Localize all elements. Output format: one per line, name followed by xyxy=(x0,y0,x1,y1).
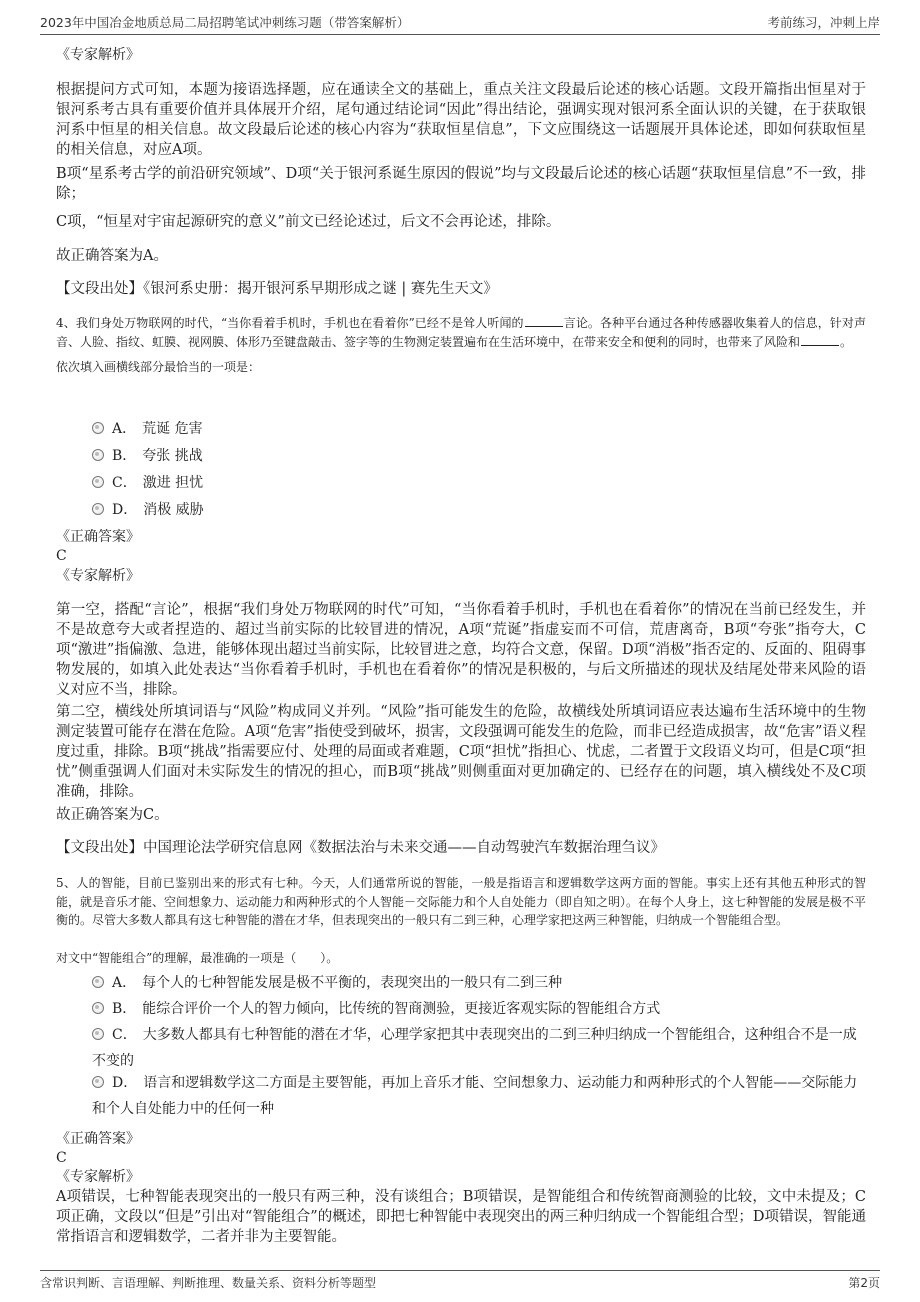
page-footer xyxy=(40,1270,880,1293)
q4-stem-part-c: 。 xyxy=(840,334,853,349)
radio-icon[interactable] xyxy=(92,976,104,988)
q3-answer-statement: 故正确答案为A。 xyxy=(56,248,168,264)
option-letter: D． xyxy=(112,502,138,518)
q3-expert-label: 《专家解析》 xyxy=(56,47,140,63)
q4-analysis-p1: 第一空，搭配“言论”，根据“我们身处万物联网的时代”可知，“当你看着手机时，手机也在看着你”的情况在当前已经发生，并不是故意夸大或者捏造的、超过当前实际的比较冒进的情况，A项“荒诞”指虚妄而不可信，荒唐离奇，B项“夸张”指夸大，C项“激进”指偏激、急进，能够体现出超过当前实际，比较冒进之意，均符合文意，保留。D项“消极”指否定的、反面的、阻碍事物发展的，如填入此处表达“当你看着手机时，手机也在看着你”的情况是积极的，与后文所描述的现状及结尾处带来风险的语义对应不当，排除。 xyxy=(56,602,866,698)
page-number: 第2页 xyxy=(848,1276,880,1290)
option-text: 夸张 挑战 xyxy=(142,448,203,464)
header-slogan: 考前练习，冲刺上岸 xyxy=(767,15,880,30)
header-title: 2023年中国冶金地质总局二局招聘笔试冲刺练习题（带答案解析） xyxy=(40,15,410,30)
option-letter: D． xyxy=(112,1075,138,1091)
q5-answer-label: 《正确答案》 xyxy=(56,1131,140,1147)
q4-option-c[interactable] xyxy=(92,470,867,496)
page-header xyxy=(40,10,880,35)
q5-analysis-p1: A项错误，七种智能表现突出的一般只有两三种，没有谈组合；B项错误，是智能组合和传统智商测验的比较，文中未提及；C项正确，文段以“但是”引出对“智能组合”的概述，即把七种智能中表现突出的两三种归纳成一个智能组合型；D项错误，智能通常指语言和逻辑数学，二者并非为主要智能。 xyxy=(56,1189,866,1245)
q5-option-c[interactable] xyxy=(92,1022,867,1074)
radio-icon[interactable] xyxy=(92,1076,104,1088)
radio-icon[interactable] xyxy=(92,476,104,488)
option-text: 语言和逻辑数学这二方面是主要智能，再加上音乐才能、空间想象力、运动能力和两种形式的个人智能——交际能力和个人自处能力中的任何一种 xyxy=(92,1075,858,1117)
option-text: 大多数人都具有七种智能的潜在才华，心理学家把其中表现突出的二到三种归纳成一个智能组合，这种组合不是一成不变的 xyxy=(92,1027,857,1069)
q5-answer: C xyxy=(56,1150,67,1166)
q4-answer: C xyxy=(56,548,67,564)
q5-option-b[interactable] xyxy=(92,996,867,1022)
option-text: 消极 威胁 xyxy=(143,502,204,518)
q4-stem xyxy=(56,314,866,351)
q5-expert-label: 《专家解析》 xyxy=(56,1169,140,1185)
option-letter: A． xyxy=(112,975,137,991)
option-text: 能综合评价一个人的智力倾向，比传统的智商测验，更接近客观实际的智能组合方式 xyxy=(142,1001,661,1017)
q3-analysis-p2: B项“星系考古学的前沿研究领域”、D项“关于银河系诞生原因的假说”均与文段最后论述的核心话题“获取恒星信息”不一致，排除； xyxy=(56,166,866,202)
q4-blank-1 xyxy=(525,314,563,327)
radio-icon[interactable] xyxy=(92,1028,104,1040)
q4-source: 【文段出处】中国理论法学研究信息网《数据法治与未来交通——自动驾驶汽车数据治理刍议》 xyxy=(56,840,665,856)
radio-icon[interactable] xyxy=(92,449,104,461)
option-letter: B． xyxy=(112,1001,137,1017)
q3-analysis-p1: 根据提问方式可知，本题为接语选择题，应在通读全文的基础上，重点关注文段最后论述的核心话题。文段开篇指出恒星对于银河系考古具有重要价值并具体展开介绍，尾句通过结论词“因此”得出结论，强调实现对银河系全面认识的关键，在于获取银河系中恒星的相关信息。故文段最后论述的核心内容为“获取恒星信息”，下文应围绕这一话题展开具体论述，即如何获取恒星的相关信息，对应A项。 xyxy=(56,82,866,158)
q4-blank-2 xyxy=(801,333,839,346)
radio-icon[interactable] xyxy=(92,1002,104,1014)
q4-option-b[interactable] xyxy=(92,443,867,469)
q5-option-a[interactable] xyxy=(92,970,867,996)
q4-answer-label: 《正确答案》 xyxy=(56,529,140,545)
q3-analysis-p3: C项，“恒星对宇宙起源研究的意义”前文已经论述过，后文不会再论述，排除。 xyxy=(56,214,561,230)
q4-option-d[interactable] xyxy=(92,497,867,523)
footer-topics: 含常识判断、言语理解、判断推理、数量关系、资料分析等题型 xyxy=(40,1276,377,1290)
option-letter: A． xyxy=(112,421,137,437)
q4-answer-statement: 故正确答案为C。 xyxy=(56,807,169,823)
q4-stem-part-b: 言论。各种平台通过各种传感器收集着人的信息，针对声音、人脸、指纹、虹膜、视网膜、体形乃至键盘敲击、签字等的生物测定装置遍布在生活环境中，在带来安全和便利的同时，也带来了风险和 xyxy=(56,316,866,349)
option-text: 每个人的七种智能发展是极不平衡的，表现突出的一般只有二到三种 xyxy=(142,975,563,991)
q5-option-d[interactable] xyxy=(92,1070,867,1122)
q4-stem-part-a: 4、我们身处万物联网的时代，“当你看着手机时，手机也在看着你”已经不是耸人听闻的 xyxy=(56,316,524,330)
q4-option-a[interactable] xyxy=(92,416,867,442)
radio-icon[interactable] xyxy=(92,503,104,515)
q4-expert-label: 《专家解析》 xyxy=(56,568,140,584)
q4-question: 依次填入画横线部分最恰当的一项是： xyxy=(56,360,261,374)
q5-stem: 5、人的智能，目前已鉴别出来的形式有七种。今天，人们通常所说的智能，一般是指语言和逻辑数学这两方面的智能。事实上还有其他五种形式的智能，就是音乐才能、空间想象力、运动能力和两种形式的个人智能－交际能力和个人自处能力（即自知之明）。在每个人身上，这七种智能的发展是极不平衡的。尽管大多数人都具有这七种智能的潜在才华，但表现突出的一般只有二到三种，心理学家把这两三种智能，归纳成一个智能组合型。 xyxy=(56,876,867,927)
option-text: 激进 担忧 xyxy=(142,475,204,491)
option-letter: C． xyxy=(112,475,137,491)
option-text: 荒诞 危害 xyxy=(142,421,203,437)
q3-source: 【文段出处】《银河系史册：揭开银河系早期形成之谜 | 赛先生天文》 xyxy=(56,281,498,297)
q4-analysis-p2: 第二空，横线处所填词语与“风险”构成同义并列。“风险”指可能发生的危险，故横线处所填词语应表达遍布生活环境中的生物测定装置可能存在潜在危险。A项“危害”指使受到破坏，损害，文段强调可能发生的危险，而非已经造成损害，故“危害”语义程度过重，排除。B项“挑战”指需要应付、处理的局面或者难题，C项“担忧”指担心、忧虑，二者置于文段语义均可，但是C项“担忧”侧重强调人们面对未实际发生的情况的担心，而B项“挑战”则侧重面对更加确定的、已经存在的问题，填入横线处不及C项准确，排除。 xyxy=(56,704,866,800)
option-letter: B． xyxy=(112,448,137,464)
radio-icon[interactable] xyxy=(92,422,104,434)
option-letter: C． xyxy=(112,1027,137,1043)
q5-question: 对文中“智能组合”的理解，最准确的一项是（ ）。 xyxy=(56,951,339,965)
